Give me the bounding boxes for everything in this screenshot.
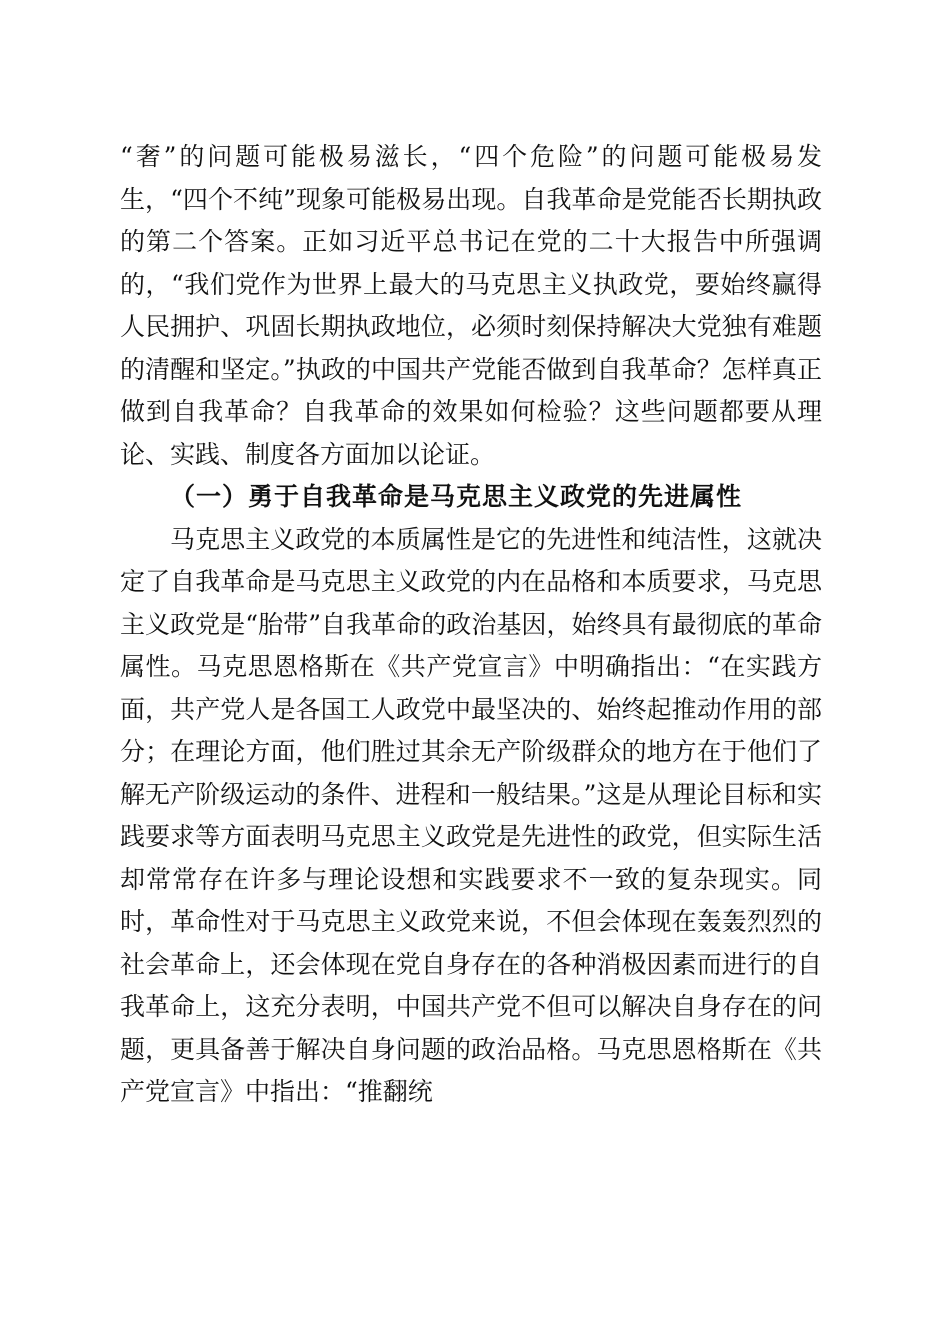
body-paragraph: 马克思主义政党的本质属性是它的先进性和纯洁性，这就决定了自我革命是马克思主义政党的内在品格和本质要求，马克思主义政党是“胎带”自我革命的政治基因，始终具有最彻底的革命属性。马克思恩格斯在《共产党宣言》中明确指出：“在实践方面，共产党人是各国工人政党中最坚决的、始终起推动作用的部分；在理论方面，他们胜过其余无产阶级群众的地方在于他们了解无产阶级运动的条件、进程和一般结果。”这是从理论目标和实践要求等方面表明马克思主义政党是先进性的政党，但实际生活却常常存在许多与理论设想和实践要求不一致的复杂现实。同时，革命性对于马克思主义政党来说，不但会体现在轰轰烈烈的社会革命上，还会体现在党自身存在的各种消极因素而进行的自我革命上，这充分表明，中国共产党不但可以解决自身存在的问题，更具备善于解决自身问题的政治品格。马克思恩格斯在《共产党宣言》中指出：“推翻统 [120, 524, 822, 1106]
document-body [120, 136, 822, 1114]
body-paragraph-continued: “奢”的问题可能极易滋长，“四个危险”的问题可能极易发生，“四个不纯”现象可能极易出现。自我革命是党能否长期执政的第二个答案。正如习近平总书记在党的二十大报告中所强调的，“我们党作为世界上最大的马克思主义执政党，要始终赢得人民拥护、巩固长期执政地位，必须时刻保持解决大党独有难题的清醒和坚定。”执政的中国共产党能否做到自我革命？怎样真正做到自我革命？自我革命的效果如何检验？这些问题都要从理论、实践、制度各方面加以论证。 [120, 142, 822, 469]
section-heading: （一）勇于自我革命是马克思主义政党的先进属性 [170, 482, 743, 511]
